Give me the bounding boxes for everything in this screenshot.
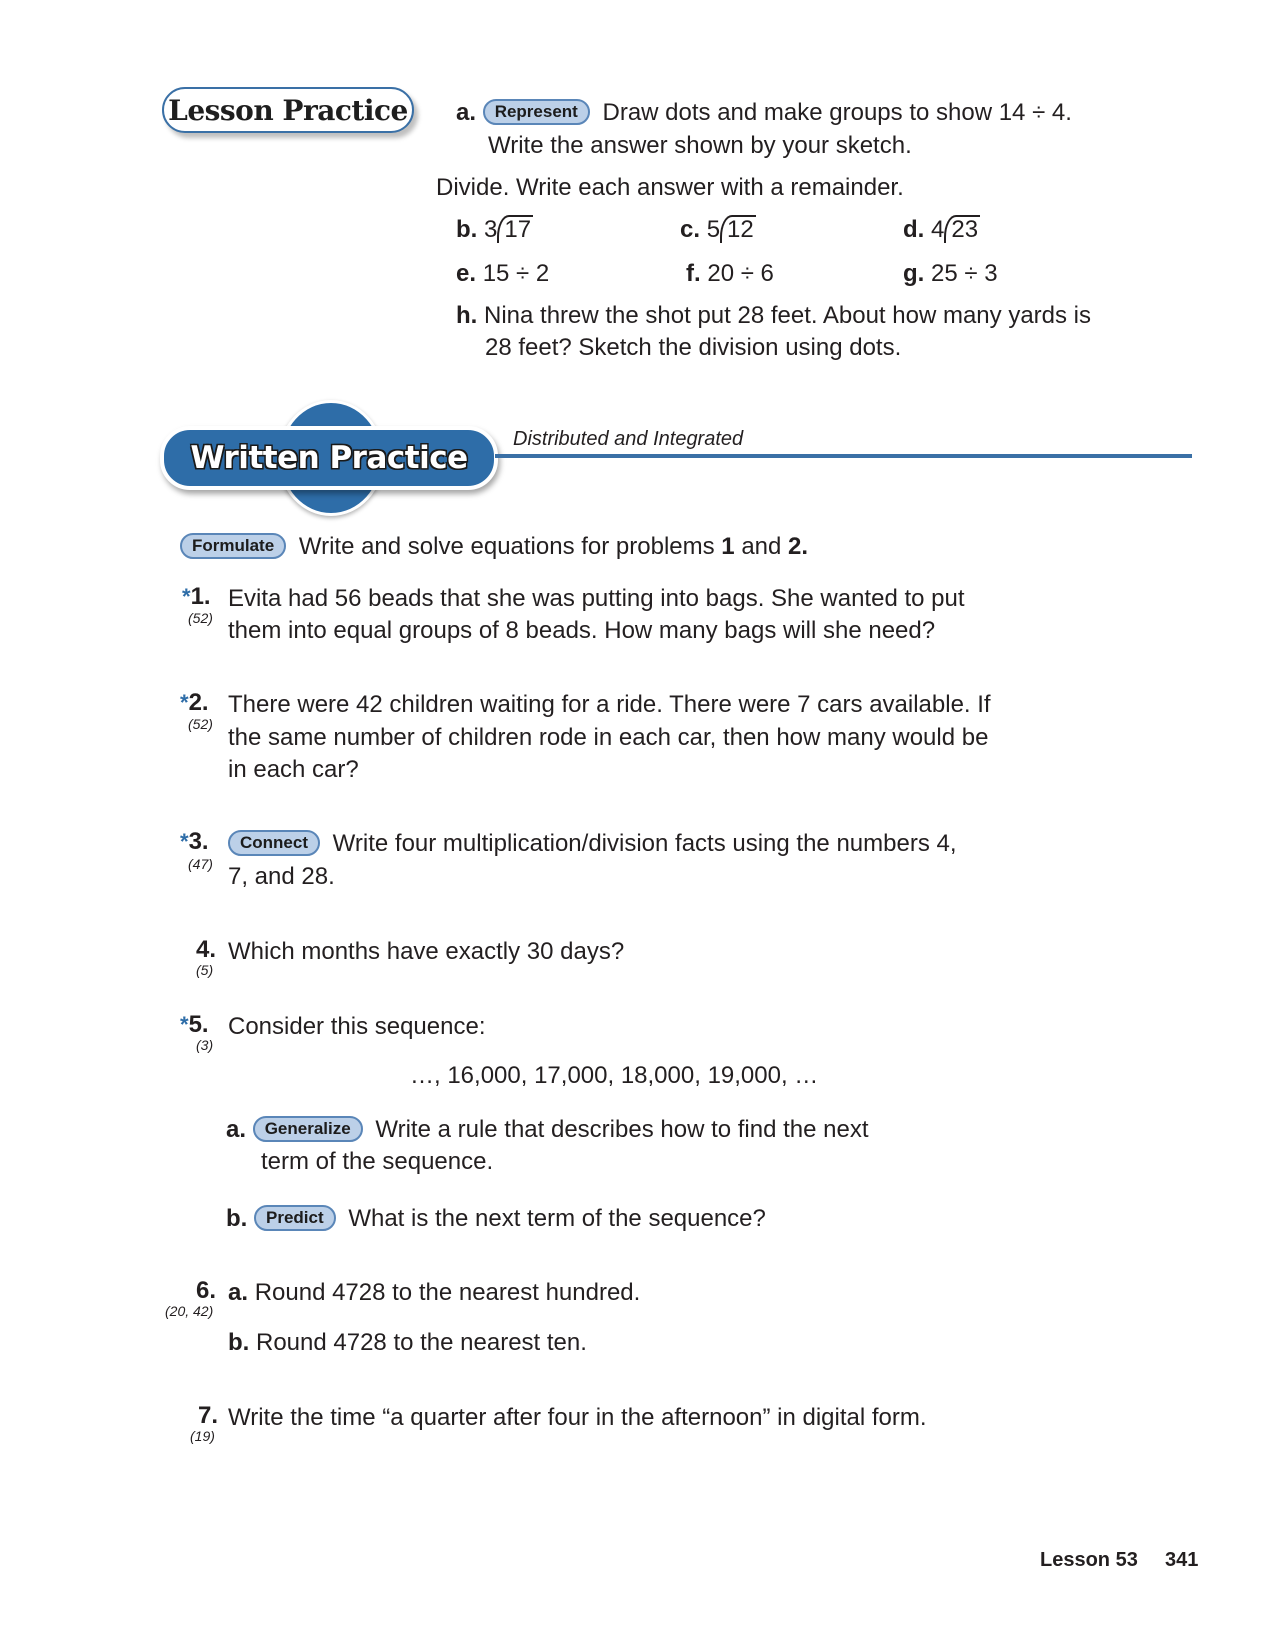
problem-text: Write the time “a quarter after four in the afternoon” in digital form. (228, 1404, 927, 1431)
problem-number: 4. (196, 936, 217, 963)
lesson-reference: (3) (196, 1037, 214, 1053)
item-label: c. (680, 216, 701, 243)
problem-text: in each car? (228, 756, 359, 783)
problem-3-number (180, 828, 209, 856)
star-icon: * (180, 1012, 189, 1037)
part-label: a. (226, 1116, 247, 1143)
lesson-practice-title: Lesson Practice (168, 93, 408, 127)
item-label: g. (903, 260, 925, 287)
part-label: b. (228, 1329, 250, 1356)
problem-number: 5. (188, 1011, 209, 1038)
divisor: 3 (484, 216, 498, 243)
written-practice-badge (160, 426, 498, 490)
formulate-instruction (180, 530, 808, 563)
problem-text: them into equal groups of 8 beads. How many bags will she need? (228, 617, 936, 644)
problem-5b (226, 1202, 766, 1235)
part-label: a. (228, 1279, 249, 1306)
lp-item-c (680, 213, 756, 246)
lesson-reference: (20, 42) (165, 1303, 214, 1319)
lesson-reference: (19) (190, 1428, 215, 1444)
dividend: 23 (944, 215, 980, 243)
problem-text: Write four multiplication/division facts using the numbers 4, (332, 830, 957, 857)
problem-2-number (180, 689, 209, 717)
star-icon: * (182, 584, 191, 609)
item-label: h. (456, 302, 478, 329)
page-number: 341 (1165, 1549, 1199, 1571)
problem-text: the same number of children rode in each car, then how many would be (228, 724, 989, 751)
item-text: Draw dots and make groups to show 14 ÷ 4. (602, 99, 1072, 126)
lp-item-g (903, 257, 998, 290)
problem-6a (228, 1276, 640, 1309)
item-label: f. (686, 260, 701, 287)
problem-5-number (180, 1011, 209, 1039)
sequence: …, 16,000, 17,000, 18,000, 19,000, … (410, 1062, 819, 1089)
represent-tag: Represent (483, 99, 590, 125)
problem-3-line (228, 827, 957, 860)
divisor: 5 (706, 216, 721, 243)
problem-text: Round 4728 to the nearest hundred. (254, 1279, 641, 1306)
instruction-text: Write and solve equations for problems (298, 533, 722, 560)
problem-text: Write a rule that describes how to find the next (375, 1116, 869, 1143)
problem-text: What is the next term of the sequence? (348, 1205, 766, 1232)
problem-1-number (182, 583, 211, 611)
problem-number: 2. (188, 689, 209, 716)
star-icon: * (180, 690, 189, 715)
item-label: a. (456, 99, 477, 126)
predict-tag: Predict (254, 1205, 336, 1231)
problem-ref: 1 (721, 533, 735, 560)
problem-text: 7, and 28. (228, 863, 335, 890)
item-text: 28 feet? Sketch the division using dots. (485, 334, 902, 361)
lp-item-d (903, 213, 980, 246)
lp-item-a (456, 96, 1072, 129)
lp-item-e (456, 257, 549, 290)
problem-number: 6. (196, 1277, 217, 1304)
divisor: 4 (931, 216, 945, 243)
connect-tag: Connect (228, 830, 320, 856)
problem-6-number (196, 1277, 216, 1305)
header-rule (495, 454, 1192, 458)
formulate-tag: Formulate (180, 533, 286, 559)
problem-number: 3. (188, 828, 209, 855)
instruction-text: and (734, 533, 789, 560)
lesson-reference: (52) (188, 610, 213, 626)
problem-ref: 2. (788, 533, 809, 560)
lesson-reference: (5) (196, 962, 214, 978)
lp-item-b (456, 213, 533, 246)
problem-text: Evita had 56 beads that she was putting into bags. She wanted to put (228, 585, 965, 612)
expression: 15 ÷ 2 (482, 260, 550, 287)
divide-instruction: Divide. Write each answer with a remainder. (436, 174, 904, 201)
item-text: Nina threw the shot put 28 feet. About how many yards is (484, 302, 1092, 329)
problem-text: Consider this sequence: (228, 1013, 486, 1040)
problem-number: 7. (198, 1402, 219, 1429)
problem-text: There were 42 children waiting for a ride. There were 7 cars available. If (228, 691, 991, 718)
problem-7-number (198, 1402, 218, 1430)
written-practice-title: Written Practice (190, 440, 468, 476)
problem-text: Round 4728 to the nearest ten. (256, 1329, 587, 1356)
expression: 20 ÷ 6 (707, 260, 774, 287)
star-icon: * (180, 829, 189, 854)
item-label: d. (903, 216, 925, 243)
lesson-practice-badge (162, 87, 414, 133)
footer-lesson: Lesson 53 (1040, 1549, 1138, 1571)
generalize-tag: Generalize (253, 1116, 363, 1142)
expression: 25 ÷ 3 (931, 260, 998, 287)
problem-4-number (196, 936, 216, 964)
part-label: b. (226, 1205, 248, 1232)
dividend: 17 (497, 215, 533, 243)
item-label: e. (456, 260, 477, 287)
problem-text: term of the sequence. (261, 1148, 494, 1175)
problem-number: 1. (190, 583, 211, 610)
item-label: b. (456, 216, 478, 243)
problem-6b (228, 1326, 587, 1359)
item-text: Write the answer shown by your sketch. (488, 132, 912, 159)
dividend: 12 (720, 215, 756, 243)
written-practice-subtitle: Distributed and Integrated (513, 428, 744, 450)
lesson-reference: (52) (188, 716, 213, 732)
lp-item-f (686, 257, 774, 290)
problem-5a (226, 1113, 869, 1146)
lp-item-h (456, 299, 1091, 332)
lesson-reference: (47) (188, 856, 213, 872)
problem-text: Which months have exactly 30 days? (228, 938, 625, 965)
